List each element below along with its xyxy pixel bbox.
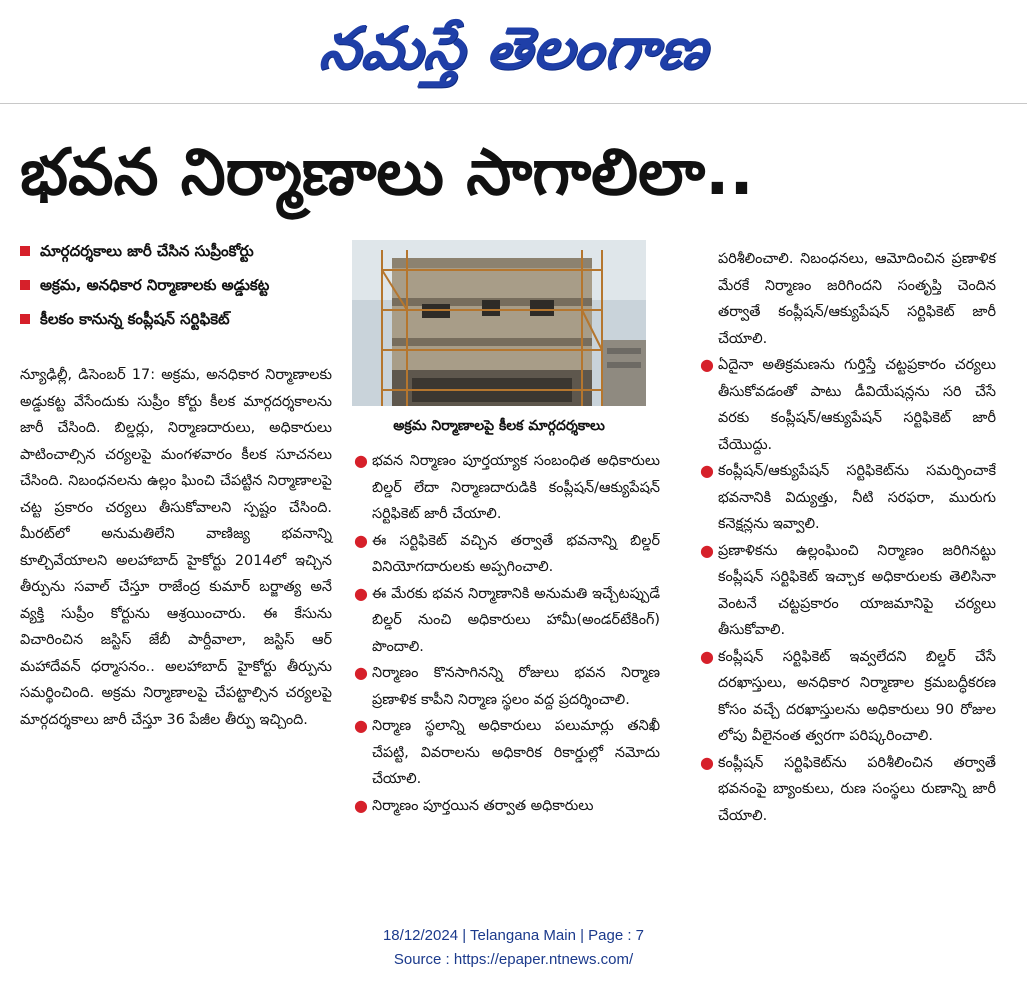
article-column-2 [350, 448, 660, 819]
guideline-text: నిర్మాణం పూర్తయిన తర్వాత అధికారులు [372, 797, 594, 814]
guideline-item [696, 644, 996, 750]
photo-caption: అక్రమ నిర్మాణాలపై కీలక మార్గదర్శకాలు [393, 418, 605, 434]
guideline-text: కంప్లీషన్/ఆక్యుపేషన్ సర్టిఫికెట్‌ను సమర్పించాకే భవనానికి విద్యుత్తు, నీటి సరఫరా, మురుగు కనెక్షన్లను ఇవ్వాలి. [718, 463, 996, 532]
masthead-divider [0, 103, 1027, 104]
article-body-paragraph: న్యూఢిల్లీ, డిసెంబర్ 17: అక్రమ, అనధికార నిర్మాణాలకు అడ్డుకట్ట వేసేందుకు సుప్రీం కోర్టు కీలక మార్గదర్శకాలను జారీ చేసింది. బిల్డర్లు, నిర్మాణదారులు, అధికారులు పాటించాల్సిన చర్యలపై మంగళవారం కీలక సూచనలు చేసింది. నిబంధనలను ఉల్లం ఘించి చేపట్టిన నిర్మాణాలపై చట్ట ప్రకారం చర్యలు తీసుకోవాలని స్పష్టం చేసింది. మీరట్‌లో అనుమతిలేని వాణిజ్య భవనాన్ని కూల్చివేయాలని అలహాబాద్ హైకోర్టు 2014లో ఇచ్చిన తీర్పును సవాల్ చేస్తూ రాజేంద్ర కుమార్ బర్జాత్య అనే వ్యక్తి సుప్రీం కోర్టును ఆశ్రయించారు. ఈ కేసును విచారించిన జస్టిస్ జేబీ పార్దీవాలా, జస్టిస్ ఆర్ మహాదేవన్ ధర్మాసనం.. అలహాబాద్ హైకోర్టు తీర్పును సమర్థించింది. అక్రమ నిర్మాణాలపై చేపట్టాల్సిన చర్యలపై మార్గదర్శకాలు జారీ చేస్తూ 36 పేజీల తీర్పు ఇచ్చింది. [20, 367, 332, 728]
square-bullet-icon [20, 280, 30, 290]
bullet-icon: ● [354, 583, 368, 603]
guideline-text: పరిశీలించాలి. నిబంధనలు, ఆమోదించిన ప్రణాళిక మేరకే నిర్మాణం జరిగిందని సంతృప్తి చెందిన తర్వాతే కంప్లీషన్/ఆక్యుపేషన్ సర్టిఫికెట్ జారీ చేయాలి. [718, 251, 996, 347]
bullet-icon: ● [354, 530, 368, 550]
bullet-icon: ● [700, 540, 714, 560]
guideline-text: నిర్మాణ స్థలాన్ని అధికారులు పలుమార్లు తనిఖీ చేపట్టి, వివరాలను అధికారిక రికార్డుల్లో నమోదు చేయాలి. [372, 718, 660, 787]
guideline-text: కంప్లీషన్ సర్టిఫికెట్‌ను పరిశీలించిన తర్వాతే భవనంపై బ్యాంకులు, రుణ సంస్థలు రుణాన్ని జారీ చేయాలి. [718, 754, 996, 824]
bullet-icon: ● [700, 752, 714, 772]
summary-points [18, 238, 348, 340]
square-bullet-icon [20, 314, 30, 324]
guideline-text: ఈ మేరకు భవన నిర్మాణానికి అనుమతి ఇచ్చేటప్పుడే బిల్డర్ నుంచి అధికారులు హామీ(అండర్‌టేకింగ్) పొందాలి. [372, 585, 660, 655]
building-construction-photo [352, 240, 646, 406]
guideline-item [350, 793, 660, 820]
guideline-item [350, 448, 660, 528]
summary-point [18, 238, 348, 264]
guideline-text: ప్రణాళికను ఉల్లంఘించి నిర్మాణం జరిగినట్టు కంప్లీషన్ సర్టిఫికెట్ ఇచ్చాక అధికారులకు తెలిసినా వెంటనే చట్టప్రకారం యాజమానిపై చర్యలు తీసుకోవాలి. [718, 542, 996, 638]
guideline-text: ఈ సర్టిఫికెట్ వచ్చిన తర్వాతే భవనాన్ని బిల్డర్ వినియోగదారులకు అప్పగించాలి. [372, 532, 660, 575]
bullet-icon: ● [700, 355, 714, 374]
guideline-list-continued [696, 246, 996, 829]
guideline-item [350, 528, 660, 581]
guideline-item [350, 581, 660, 661]
guideline-item [350, 713, 660, 793]
bullet-icon: ● [354, 663, 368, 682]
guideline-item [350, 660, 660, 713]
guideline-item [696, 538, 996, 644]
summary-point-text: కీలకం కానున్న కంప్లీషన్ సర్టిఫికెట్ [40, 310, 230, 328]
guideline-text: భవన నిర్మాణం పూర్తయ్యాక సంబంధిత అధికారులు బిల్డర్ లేదా నిర్మాణదారుడికి కంప్లీషన్/ఆక్యుపేషన్ సర్టిఫికెట్ జారీ చేయాలి. [372, 453, 660, 522]
guideline-continuation [696, 246, 996, 352]
guideline-item [696, 458, 996, 538]
bullet-icon: ● [700, 461, 714, 480]
footer-source-line[interactable]: Source : https://epaper.ntnews.com/ [393, 951, 634, 968]
summary-point-text: మార్గదర్శకాలు జారీ చేసిన సుప్రీంకోర్టు [40, 242, 254, 260]
guideline-text: కంప్లీషన్ సర్టిఫికెట్ ఇవ్వలేదని బిల్డర్ చేసే దరఖాస్తులు, అనధికార నిర్మాణాల క్రమబద్ధీకరణ కోసం వచ్చే దరఖాస్తులను అధికారులు 90 రోజుల లోపు వీలైనంత త్వరగా పరిష్కరించాలి. [718, 648, 996, 744]
masthead [0, 0, 1027, 100]
bullet-icon: ● [354, 795, 368, 815]
article-column-1 [20, 362, 332, 733]
guideline-text: ఏదైనా అతిక్రమణను గుర్తిస్తే చట్టప్రకారం చర్యలు తీసుకోవడంతో పాటు డీవియేషన్లను సరి చేసే వరకు కంప్లీషన్/ఆక్యుపేషన్ సర్టిఫికెట్ జారీ చేయొద్దు. [718, 357, 996, 453]
summary-point-text: అక్రమ, అనధికార నిర్మాణాలకు అడ్డుకట్ట [40, 276, 270, 294]
article-column-3 [696, 246, 996, 829]
summary-point [18, 272, 348, 298]
page-footer [0, 924, 1027, 972]
footer-date-line: 18/12/2024 | Telangana Main | Page : 7 [382, 927, 645, 944]
newspaper-logo: నమస్తే తెలంగాణ [315, 14, 712, 82]
construction-photo-illustration [352, 240, 646, 406]
guideline-text: నిర్మాణం కొనసాగినన్ని రోజులు భవన నిర్మాణ ప్రణాళిక కాపీని నిర్మాణ స్థలం వద్ద ప్రదర్శించాలి. [372, 665, 660, 708]
square-bullet-icon [20, 246, 30, 256]
guideline-item [696, 750, 996, 830]
bullet-icon: ● [700, 646, 714, 666]
guideline-list [350, 448, 660, 819]
bullet-icon: ● [354, 716, 368, 735]
article-headline: భవన నిర్మాణాలు సాగాలిలా.. [20, 136, 754, 210]
bullet-icon: ● [354, 451, 368, 470]
summary-point [18, 306, 348, 332]
guideline-item [696, 352, 996, 458]
